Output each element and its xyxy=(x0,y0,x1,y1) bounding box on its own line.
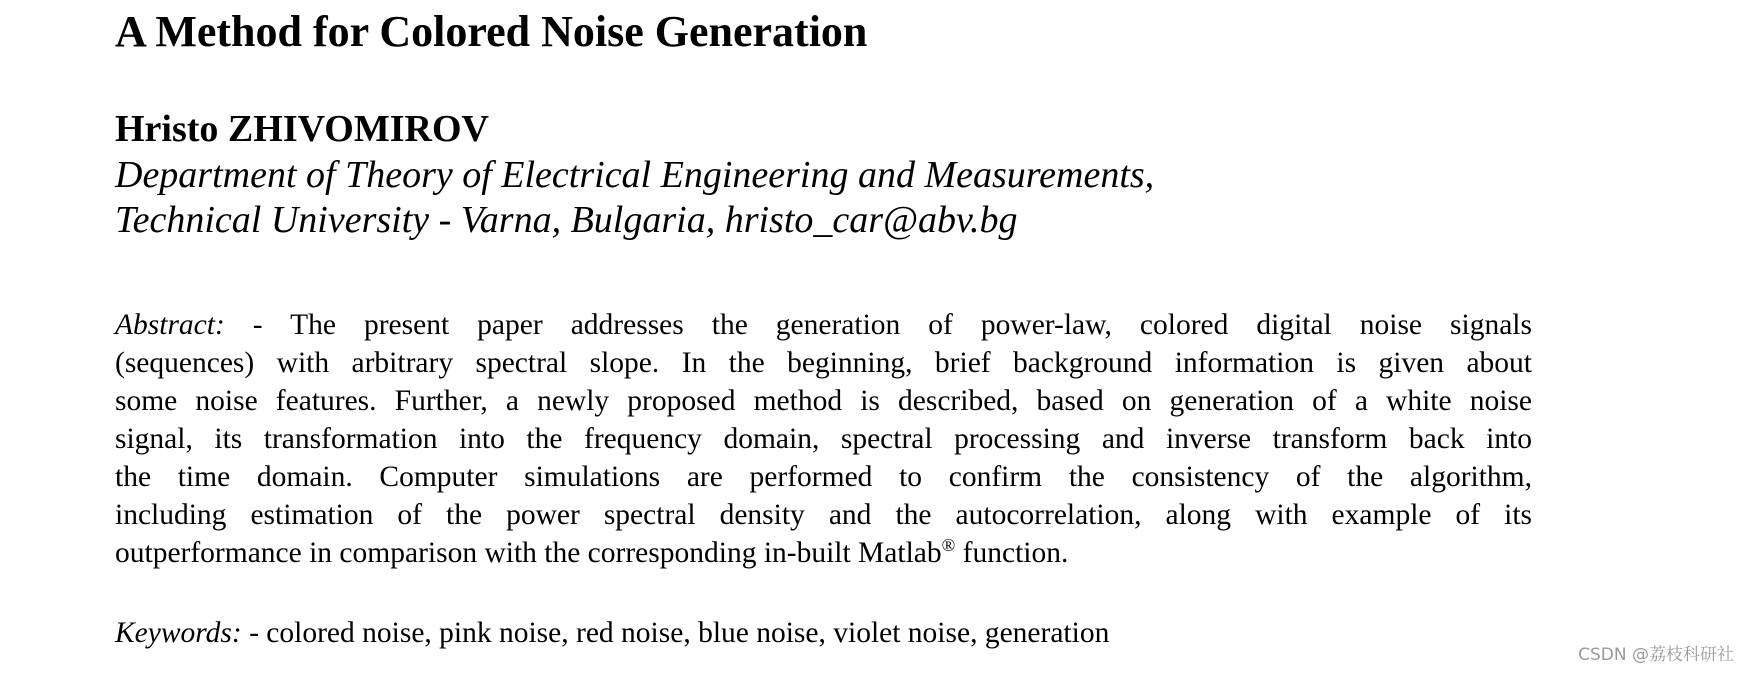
affiliation-line: Department of Theory of Electrical Engineering and Measurements, xyxy=(115,154,1155,196)
abstract-line xyxy=(115,534,1532,572)
abstract-text: outperformance in comparison with the corresponding in-built Matlab xyxy=(115,537,942,569)
abstract-text: function. xyxy=(955,537,1069,569)
abstract-line xyxy=(115,306,1532,344)
abstract-text: - The present paper addresses the generation of power-law, colored digital noise signals xyxy=(224,309,1532,341)
keywords-text: - colored noise, pink noise, red noise, blue noise, violet noise, generation xyxy=(241,617,1110,649)
keywords-line xyxy=(115,614,1109,652)
keywords-label: Keywords: xyxy=(115,617,242,649)
paper-title: A Method for Colored Noise Generation xyxy=(115,7,868,56)
abstract-paragraph xyxy=(115,306,1532,572)
author-affiliation xyxy=(115,153,1154,243)
abstract-line: signal, its transformation into the frequency domain, spectral processing and inverse transform back into xyxy=(115,423,1532,455)
author-name: Hristo ZHIVOMIROV xyxy=(115,108,489,150)
abstract-line: some noise features. Further, a newly proposed method is described, based on generation of a white noise xyxy=(115,385,1532,417)
affiliation-line: Technical University - Varna, Bulgaria, hristo_car@abv.bg xyxy=(115,199,1018,241)
abstract-line: (sequences) with arbitrary spectral slope. In the beginning, brief background information is given about xyxy=(115,347,1532,379)
csdn-watermark: CSDN @荔枝科研社 xyxy=(1578,645,1734,665)
registered-mark: ® xyxy=(941,535,956,556)
abstract-line: including estimation of the power spectral density and the autocorrelation, along with example of its xyxy=(115,499,1532,531)
abstract-label: Abstract: xyxy=(115,309,225,341)
abstract-line: the time domain. Computer simulations are performed to confirm the consistency of the algorithm, xyxy=(115,461,1532,493)
